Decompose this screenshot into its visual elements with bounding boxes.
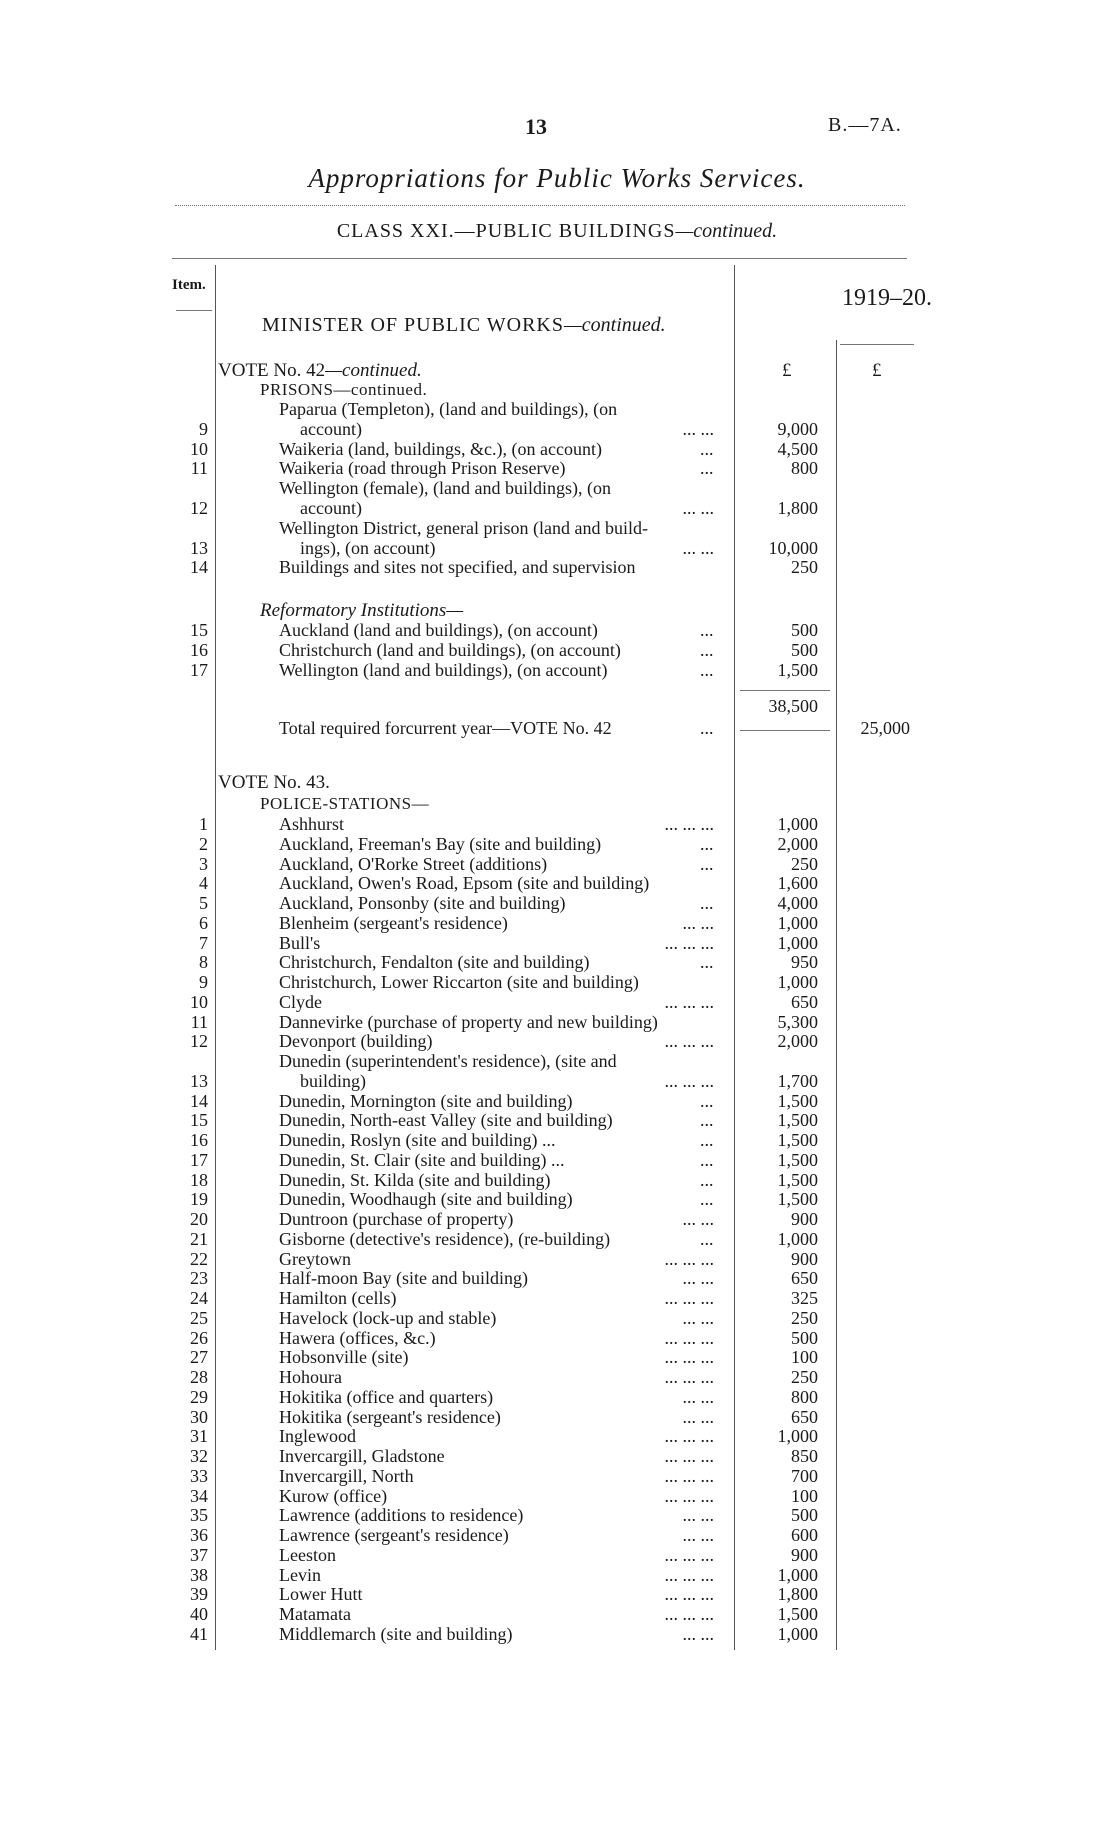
reformatory-row	[0, 620, 1114, 640]
police-station-item-number: 10	[190, 991, 208, 1012]
police-station-row	[0, 952, 1114, 972]
year-header-rule	[840, 344, 914, 345]
prison-amount: 250	[791, 557, 818, 578]
police-station-leader-dots: ... ... ...	[664, 1426, 714, 1447]
police-station-item-number: 9	[199, 972, 208, 992]
police-station-description: Lawrence (sergeant's residence)	[279, 1525, 509, 1545]
police-station-item-number: 12	[190, 1031, 208, 1052]
prison-leader-dots: ... ...	[682, 418, 714, 439]
prison-item-number: 13	[190, 537, 208, 558]
police-station-description: Half-moon Bay (site and building)	[279, 1268, 528, 1289]
police-station-description: Inglewood	[279, 1426, 356, 1447]
vote-42-heading-suffix: —continued.	[325, 360, 422, 381]
police-station-amount: 1,000	[777, 1228, 818, 1249]
police-station-amount: 900	[791, 1248, 818, 1269]
police-station-description: Duntroon (purchase of property)	[279, 1209, 514, 1229]
police-station-description: Middlemarch (site and building)	[279, 1623, 513, 1644]
police-station-description: Blenheim (sergeant's residence)	[279, 912, 508, 933]
police-station-description: Christchurch, Fendalton (site and building)	[279, 952, 590, 973]
police-station-amount: 1,000	[777, 1623, 818, 1644]
police-station-row	[0, 1604, 1114, 1624]
police-station-row	[0, 1525, 1114, 1545]
police-station-item-number: 8	[199, 952, 208, 973]
police-station-amount: 850	[791, 1446, 818, 1466]
table-top-rule	[172, 258, 907, 259]
police-station-row	[0, 893, 1114, 913]
police-station-leader-dots: ... ... ...	[664, 991, 714, 1012]
police-station-item-number: 23	[190, 1268, 208, 1289]
item-column-header: Item.	[172, 277, 206, 293]
police-station-description: Auckland, Ponsonby (site and building)	[279, 893, 566, 913]
police-station-item-number: 38	[190, 1564, 208, 1585]
police-station-row	[0, 1229, 1114, 1249]
reformatory-leader-dots: ...	[700, 659, 714, 680]
police-station-description: Christchurch, Lower Riccarton (site and building)	[279, 972, 639, 992]
vote-42-subtotal: 38,500	[768, 696, 818, 716]
police-station-leader-dots: ...	[700, 1090, 714, 1111]
police-station-leader-dots: ... ...	[682, 1268, 714, 1289]
police-station-row	[0, 1288, 1114, 1308]
prison-amount: 10,000	[768, 537, 818, 558]
police-station-description: Havelock (lock-up and stable)	[279, 1307, 497, 1328]
prison-description: Waikeria (road through Prison Reserve)	[279, 458, 566, 479]
police-station-row	[0, 1328, 1114, 1348]
police-station-description: Hokitika (sergeant's residence)	[279, 1406, 501, 1427]
prison-item-number: 11	[190, 458, 208, 479]
police-station-description: Invercargill, Gladstone	[279, 1446, 445, 1466]
police-station-leader-dots: ...	[700, 1110, 714, 1131]
page-number: 13	[525, 114, 547, 139]
police-station-item-number: 19	[190, 1189, 208, 1210]
police-station-description: Gisborne (detective's residence), (re-building)	[279, 1228, 611, 1249]
police-station-description: Dunedin, Mornington (site and building)	[279, 1090, 573, 1111]
prison-row	[0, 458, 1114, 478]
police-station-row	[0, 1486, 1114, 1506]
class-heading-suffix: —continued.	[675, 220, 778, 242]
prison-description-continued: account)	[300, 418, 362, 439]
police-station-amount: 600	[791, 1525, 818, 1545]
police-station-row	[0, 1091, 1114, 1111]
police-station-amount: 950	[791, 952, 818, 973]
police-station-description: Lower Hutt	[279, 1584, 363, 1605]
police-station-row	[0, 1545, 1114, 1565]
police-station-leader-dots: ... ... ...	[664, 1446, 714, 1466]
police-station-item-number: 17	[190, 1149, 208, 1170]
prison-description: Wellington District, general prison (land and build-	[279, 517, 648, 538]
police-station-amount: 500	[791, 1327, 818, 1348]
total-rule	[740, 730, 830, 731]
police-station-leader-dots: ... ... ...	[664, 1564, 714, 1585]
police-station-item-number: 1	[199, 814, 208, 834]
police-station-row	[0, 1071, 1114, 1091]
police-station-amount: 1,000	[777, 1564, 818, 1585]
police-station-amount: 1,500	[777, 1130, 818, 1150]
police-station-item-number: 28	[190, 1367, 208, 1387]
police-station-item-number: 6	[199, 912, 208, 933]
police-station-leader-dots: ...	[700, 853, 714, 874]
minister-heading-suffix: —continued.	[564, 314, 666, 336]
police-station-leader-dots: ... ... ...	[664, 1248, 714, 1269]
police-station-item-number: 11	[190, 1011, 208, 1032]
prison-description: Waikeria (land, buildings, &c.), (on account)	[279, 438, 602, 459]
police-station-item-number: 26	[190, 1327, 208, 1348]
class-heading-main: CLASS XXI.—PUBLIC BUILDINGS	[336, 220, 676, 242]
police-station-row	[0, 933, 1114, 953]
vote-42-total-label: Total required forcurrent year—VOTE No. 42	[279, 718, 612, 738]
police-station-item-number: 33	[190, 1465, 208, 1486]
police-station-description: Hawera (offices, &c.)	[279, 1327, 436, 1348]
police-station-item-number: 39	[190, 1584, 208, 1605]
police-station-row	[0, 1051, 1114, 1071]
police-station-item-number: 36	[190, 1525, 208, 1545]
class-heading	[0, 220, 1114, 243]
police-station-amount: 1,000	[777, 912, 818, 933]
police-station-row	[0, 1347, 1114, 1367]
police-station-row	[0, 1031, 1114, 1051]
police-station-row	[0, 1407, 1114, 1427]
police-station-row	[0, 1466, 1114, 1486]
police-station-amount: 1,600	[777, 873, 818, 894]
police-station-description: Matamata	[279, 1604, 351, 1624]
police-station-row	[0, 1584, 1114, 1604]
police-station-leader-dots: ...	[700, 1169, 714, 1190]
police-station-amount: 4,000	[777, 893, 818, 913]
police-station-item-number: 30	[190, 1406, 208, 1427]
reformatory-item-number: 17	[190, 659, 208, 680]
police-stations-heading: POLICE-STATIONS—	[260, 794, 430, 813]
police-station-item-number: 7	[199, 932, 208, 953]
police-station-amount: 900	[791, 1544, 818, 1565]
police-station-amount: 250	[791, 853, 818, 874]
police-station-amount: 2,000	[777, 833, 818, 854]
police-station-description: Greytown	[279, 1248, 351, 1269]
police-station-item-number: 21	[190, 1228, 208, 1249]
title-rule	[175, 205, 905, 206]
police-station-item-number: 18	[190, 1169, 208, 1190]
vote-42-heading	[218, 360, 422, 382]
police-station-description-continued: building)	[300, 1070, 366, 1091]
police-station-amount: 1,500	[777, 1090, 818, 1111]
prison-description-continued: ings), (on account)	[300, 537, 436, 558]
police-station-leader-dots: ... ... ...	[664, 1544, 714, 1565]
prison-leader-dots: ... ...	[682, 537, 714, 558]
police-station-leader-dots: ...	[700, 1228, 714, 1249]
police-station-amount: 250	[791, 1307, 818, 1328]
police-station-leader-dots: ... ...	[682, 1307, 714, 1328]
police-station-item-number: 35	[190, 1505, 208, 1526]
police-station-amount: 325	[791, 1288, 818, 1308]
prison-item-number: 14	[190, 557, 208, 578]
reformatory-amount: 1,500	[777, 659, 818, 680]
police-station-description: Ashhurst	[279, 814, 345, 834]
police-station-description: Auckland, O'Rorke Street (additions)	[279, 853, 548, 874]
police-station-description: Hokitika (office and quarters)	[279, 1386, 494, 1407]
police-station-amount: 1,000	[777, 932, 818, 953]
police-station-row	[0, 1387, 1114, 1407]
police-station-row	[0, 1130, 1114, 1150]
prison-item-number: 12	[190, 498, 208, 518]
reformatory-item-number: 16	[190, 639, 208, 660]
police-station-item-number: 22	[190, 1248, 208, 1269]
police-station-item-number: 29	[190, 1386, 208, 1407]
prison-row	[0, 439, 1114, 459]
police-station-amount: 900	[791, 1209, 818, 1229]
police-station-item-number: 4	[199, 873, 208, 894]
police-station-amount: 1,000	[777, 1426, 818, 1447]
minister-heading	[262, 314, 666, 337]
pound-sign-column-2: £	[872, 360, 882, 381]
police-station-leader-dots: ... ... ...	[664, 1327, 714, 1348]
police-station-description: Dannevirke (purchase of property and new building)	[279, 1011, 658, 1032]
police-station-leader-dots: ... ...	[682, 1505, 714, 1526]
police-station-row	[0, 1308, 1114, 1328]
police-station-row	[0, 1426, 1114, 1446]
police-station-leader-dots: ... ... ...	[664, 1465, 714, 1486]
police-station-row	[0, 1624, 1114, 1644]
police-station-leader-dots: ... ... ...	[664, 1347, 714, 1368]
police-station-leader-dots: ... ...	[682, 1525, 714, 1545]
police-station-leader-dots: ... ... ...	[664, 1604, 714, 1624]
police-station-row	[0, 1268, 1114, 1288]
prison-row	[0, 557, 1114, 577]
police-station-description: Dunedin (superintendent's residence), (site and	[279, 1051, 617, 1071]
police-station-item-number: 34	[190, 1485, 208, 1506]
pound-sign-column-1: £	[782, 360, 792, 381]
police-station-amount: 650	[791, 1268, 818, 1289]
reformatory-description: Auckland (land and buildings), (on account)	[279, 620, 598, 640]
year-column-header: 1919–20.	[842, 285, 932, 311]
police-station-amount: 1,500	[777, 1189, 818, 1210]
police-station-leader-dots: ...	[700, 1189, 714, 1210]
police-station-leader-dots: ...	[700, 893, 714, 913]
police-station-description: Levin	[279, 1564, 321, 1585]
police-station-amount: 1,500	[777, 1149, 818, 1170]
prison-leader-dots: ...	[700, 458, 714, 479]
prison-description: Paparua (Templeton), (land and buildings), (on	[279, 399, 618, 419]
police-station-amount: 500	[791, 1505, 818, 1526]
police-station-description: Dunedin, North-east Valley (site and building)	[279, 1110, 613, 1131]
police-station-item-number: 24	[190, 1288, 208, 1308]
police-station-description: Auckland, Freeman's Bay (site and building)	[279, 833, 602, 854]
reformatory-leader-dots: ...	[700, 620, 714, 640]
police-station-leader-dots: ... ... ...	[664, 1485, 714, 1506]
police-station-row	[0, 1110, 1114, 1130]
police-station-leader-dots: ... ...	[682, 1209, 714, 1229]
police-station-description: Lawrence (additions to residence)	[279, 1505, 524, 1526]
prison-row	[0, 399, 1114, 419]
police-station-item-number: 40	[190, 1604, 208, 1624]
police-station-description: Dunedin, St. Kilda (site and building)	[279, 1169, 551, 1190]
police-station-item-number: 20	[190, 1209, 208, 1229]
police-station-amount: 1,500	[777, 1169, 818, 1190]
police-station-item-number: 27	[190, 1347, 208, 1368]
vote-42-heading-main: VOTE No. 42	[218, 360, 326, 381]
police-station-leader-dots: ... ... ...	[664, 1070, 714, 1091]
prison-row	[0, 538, 1114, 558]
police-station-item-number: 5	[199, 893, 208, 913]
police-station-row	[0, 1209, 1114, 1229]
police-station-item-number: 14	[190, 1090, 208, 1111]
police-station-row	[0, 1565, 1114, 1585]
police-station-row	[0, 1249, 1114, 1269]
police-station-amount: 1,000	[777, 972, 818, 992]
police-station-row	[0, 834, 1114, 854]
police-station-description: Bull's	[279, 932, 321, 953]
police-station-row	[0, 1012, 1114, 1032]
police-station-item-number: 41	[190, 1623, 208, 1644]
prison-row	[0, 419, 1114, 439]
police-station-row	[0, 1367, 1114, 1387]
police-station-description: Dunedin, Roslyn (site and building) ...	[279, 1130, 556, 1150]
vote-43-heading: VOTE No. 43.	[218, 772, 330, 793]
prisons-heading: PRISONS—continued.	[260, 380, 428, 399]
police-station-amount: 650	[791, 991, 818, 1012]
police-station-leader-dots: ...	[700, 833, 714, 854]
police-station-amount: 1,700	[777, 1070, 818, 1091]
police-station-amount: 1,500	[777, 1604, 818, 1624]
police-station-item-number: 31	[190, 1426, 208, 1447]
reformatory-amount: 500	[791, 620, 818, 640]
police-station-row	[0, 1170, 1114, 1190]
minister-heading-main: MINISTER OF PUBLIC WORKS	[262, 314, 564, 336]
police-station-row	[0, 1505, 1114, 1525]
page-title: Appropriations for Public Works Services.	[308, 163, 806, 193]
item-header-rule	[176, 310, 212, 311]
police-station-description: Clyde	[279, 991, 322, 1012]
police-station-amount: 1,000	[777, 814, 818, 834]
police-station-description: Dunedin, Woodhaugh (site and building)	[279, 1189, 573, 1210]
prison-description: Wellington (female), (land and buildings), (on	[279, 478, 611, 499]
police-station-amount: 1,500	[777, 1110, 818, 1131]
police-station-leader-dots: ...	[700, 1149, 714, 1170]
police-station-description: Leeston	[279, 1544, 336, 1565]
police-station-row	[0, 1446, 1114, 1466]
police-station-leader-dots: ... ... ...	[664, 1288, 714, 1308]
police-station-amount: 100	[791, 1485, 818, 1506]
prison-item-number: 9	[199, 418, 208, 439]
police-station-leader-dots: ... ...	[682, 1406, 714, 1427]
police-station-description: Hamilton (cells)	[279, 1288, 397, 1308]
reformatory-heading: Reformatory Institutions—	[260, 600, 464, 621]
police-station-row	[0, 814, 1114, 834]
police-station-row	[0, 913, 1114, 933]
police-station-item-number: 32	[190, 1446, 208, 1466]
reformatory-amount: 500	[791, 639, 818, 660]
police-station-row	[0, 854, 1114, 874]
police-station-item-number: 15	[190, 1110, 208, 1131]
police-station-row	[0, 1189, 1114, 1209]
subtotal-rule	[740, 690, 830, 691]
vote-42-total: 25,000	[860, 718, 910, 738]
police-station-description: Kurow (office)	[279, 1485, 388, 1506]
prison-row	[0, 478, 1114, 498]
police-station-description: Dunedin, St. Clair (site and building) ...	[279, 1149, 565, 1170]
police-station-row	[0, 972, 1114, 992]
police-station-item-number: 3	[199, 853, 208, 874]
police-station-leader-dots: ... ...	[682, 1386, 714, 1407]
reformatory-row	[0, 660, 1114, 680]
prison-leader-dots: ...	[700, 438, 714, 459]
police-station-amount: 650	[791, 1406, 818, 1427]
police-station-leader-dots: ... ... ...	[664, 814, 714, 834]
prison-amount: 1,800	[777, 498, 818, 518]
reformatory-description: Wellington (land and buildings), (on account)	[279, 659, 608, 680]
police-station-amount: 700	[791, 1465, 818, 1486]
prison-leader-dots: ... ...	[682, 498, 714, 518]
document-reference: B.—7A.	[828, 114, 902, 136]
police-station-leader-dots: ... ...	[682, 912, 714, 933]
prison-row	[0, 518, 1114, 538]
police-station-item-number: 37	[190, 1544, 208, 1565]
prison-item-number: 10	[190, 438, 208, 459]
police-station-item-number: 16	[190, 1130, 208, 1150]
police-station-amount: 250	[791, 1367, 818, 1387]
police-station-row	[0, 992, 1114, 1012]
vote-42-total-dots: ...	[700, 718, 714, 738]
reformatory-item-number: 15	[190, 620, 208, 640]
police-station-leader-dots: ... ...	[682, 1623, 714, 1644]
prison-amount: 9,000	[777, 418, 818, 439]
police-station-leader-dots: ...	[700, 1130, 714, 1150]
police-station-amount: 1,800	[777, 1584, 818, 1605]
prison-description: Buildings and sites not specified, and supervision	[279, 557, 636, 578]
police-station-row	[0, 1150, 1114, 1170]
prison-amount: 800	[791, 458, 818, 479]
police-station-description: Devonport (building)	[279, 1031, 433, 1052]
police-station-description: Auckland, Owen's Road, Epsom (site and building)	[279, 873, 650, 894]
reformatory-leader-dots: ...	[700, 639, 714, 660]
police-station-item-number: 25	[190, 1307, 208, 1328]
police-station-description: Invercargill, North	[279, 1465, 414, 1486]
police-station-item-number: 13	[190, 1070, 208, 1091]
reformatory-description: Christchurch (land and buildings), (on account)	[279, 639, 621, 660]
police-station-leader-dots: ... ... ...	[664, 1584, 714, 1605]
prison-row	[0, 498, 1114, 518]
police-station-amount: 800	[791, 1386, 818, 1407]
police-station-leader-dots: ... ... ...	[664, 1367, 714, 1387]
police-station-amount: 5,300	[777, 1011, 818, 1032]
police-station-leader-dots: ... ... ...	[664, 932, 714, 953]
police-station-item-number: 2	[199, 833, 208, 854]
prison-amount: 4,500	[777, 438, 818, 459]
police-station-description: Hobsonville (site)	[279, 1347, 409, 1368]
prison-description-continued: account)	[300, 498, 362, 518]
police-station-row	[0, 873, 1114, 893]
police-station-amount: 2,000	[777, 1031, 818, 1052]
police-station-leader-dots: ...	[700, 952, 714, 973]
police-station-amount: 100	[791, 1347, 818, 1368]
police-station-leader-dots: ... ... ...	[664, 1031, 714, 1052]
reformatory-row	[0, 640, 1114, 660]
police-station-description: Hohoura	[279, 1367, 342, 1387]
